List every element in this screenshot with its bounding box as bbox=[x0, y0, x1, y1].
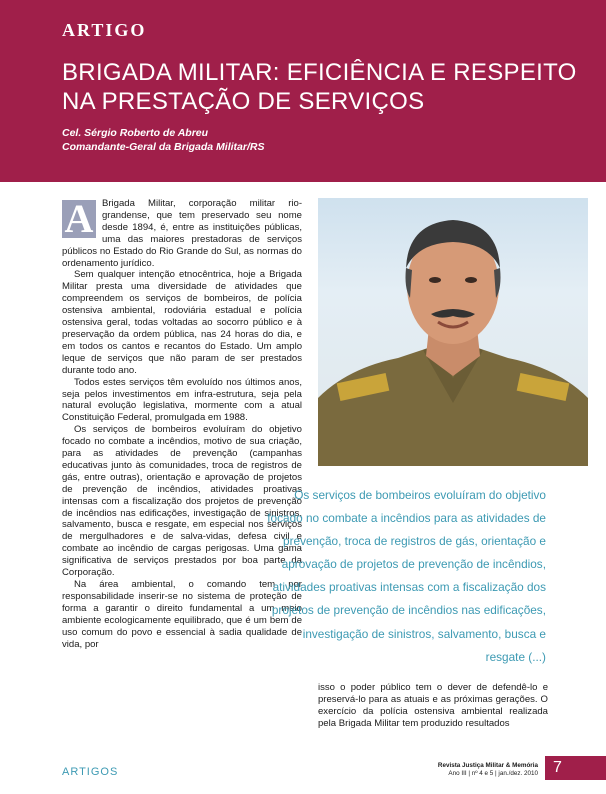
footer-section-label: ARTIGOS bbox=[62, 766, 119, 778]
article-title: BRIGADA MILITAR: EFICIÊNCIA E RESPEITO NA PRESTAÇÃO DE SERVIÇOS bbox=[62, 59, 577, 115]
paragraph-1-text: Brigada Militar, corporação militar rio-grandense, que tem preservado seu nome desde 1894, é, entre as instituições públicas, uma das maiores prestadoras de serviços públicos no Estado do Rio Grande do Sul, as normas do ordenamento jurídico. bbox=[62, 198, 302, 269]
paragraph-4: Os serviços de bombeiros evoluíram do objetivo focado no combate a incêndios, motivo de sua criação, para as atividades de prevenção (campanhas educativas junto às comunidades, troca de registros de gás, entre outras), orientação e aprovação de projetos de prevenção de incêndios, atividades proativas intensas com a fiscalização dos projetos de prevenção de incêndios nas edificações, investigação de sinistros, salvamento, busca e resgate, em especial nos serviços de mergulhadores e de salva-vidas, defesa civil e combate ao incêndio de cargas perigosas. Uma gama significativa de serviços prestados por boa parte da Corporação. bbox=[62, 424, 302, 579]
paragraph-5: Na área ambiental, o comando tem por responsabilidade inserir-se no sistema de proteção de forma a garantir o direito fundamental a um meio ambiente ecologicamente equilibrado, que é um bem de uso comum do povo e essencial à sadia qualidade de vida, por bbox=[62, 579, 302, 650]
page-number: 7 bbox=[545, 756, 606, 780]
footer-journal-info bbox=[408, 762, 538, 778]
section-kicker: ARTIGO bbox=[62, 20, 147, 40]
author-role: Comandante-Geral da Brigada Militar/RS bbox=[62, 141, 265, 153]
paragraph-1 bbox=[62, 198, 302, 269]
journal-name: Revista Justiça Militar & Memória bbox=[437, 762, 538, 769]
author-name: Cel. Sérgio Roberto de Abreu bbox=[62, 127, 209, 139]
column-2-text: isso o poder público tem o dever de defendê-lo e preservá-lo para as atuais e as próximas gerações. O exercício da polícia ostensiva ambiental realizada pela Brigada Militar tem produzido resultados bbox=[318, 682, 548, 729]
portrait-photo bbox=[318, 198, 588, 466]
paragraph-2: Sem qualquer intenção etnocêntrica, hoje a Brigada Militar presta uma diversidade de atividades que compreendem os serviços de bombeiros, de polícia ostensiva ambiental, rodoviária estadual e polícia ostensiva geral, todas voltadas ao socorro público e à preservação da ordem pública, nas 24 horas do dia, e em todos os cantos e recantos do Estado. Um amplo leque de serviços que não param de ser prestados durante todo ano. bbox=[62, 269, 302, 376]
drop-cap: A bbox=[62, 200, 96, 238]
author-block bbox=[62, 126, 264, 154]
article-header bbox=[0, 0, 606, 182]
pull-quote: Os serviços de bombeiros evoluíram do objetivo focado no combate a incêndios para as atividades de prevenção, troca de registros de gás, orientação e aprovação de projetos de prevenção de incêndios, atividades proativas intensas com a fiscalização dos projetos de prevenção de incêndios nas edificações, investigação de sinistros, salvamento, busca e resgate (...) bbox=[267, 488, 546, 664]
portrait-illustration bbox=[318, 198, 588, 466]
journal-issue: Ano III | nº 4 e 5 | jan./dez. 2010 bbox=[448, 770, 538, 777]
article-column-2 bbox=[318, 682, 548, 730]
paragraph-3: Todos estes serviços têm evoluído nos últimos anos, seja pelos investimentos em infra-estrutura, seja pela natural evolução legislativa, mormente com a atual Constituição Federal, promulgada em 1988. bbox=[62, 376, 302, 424]
